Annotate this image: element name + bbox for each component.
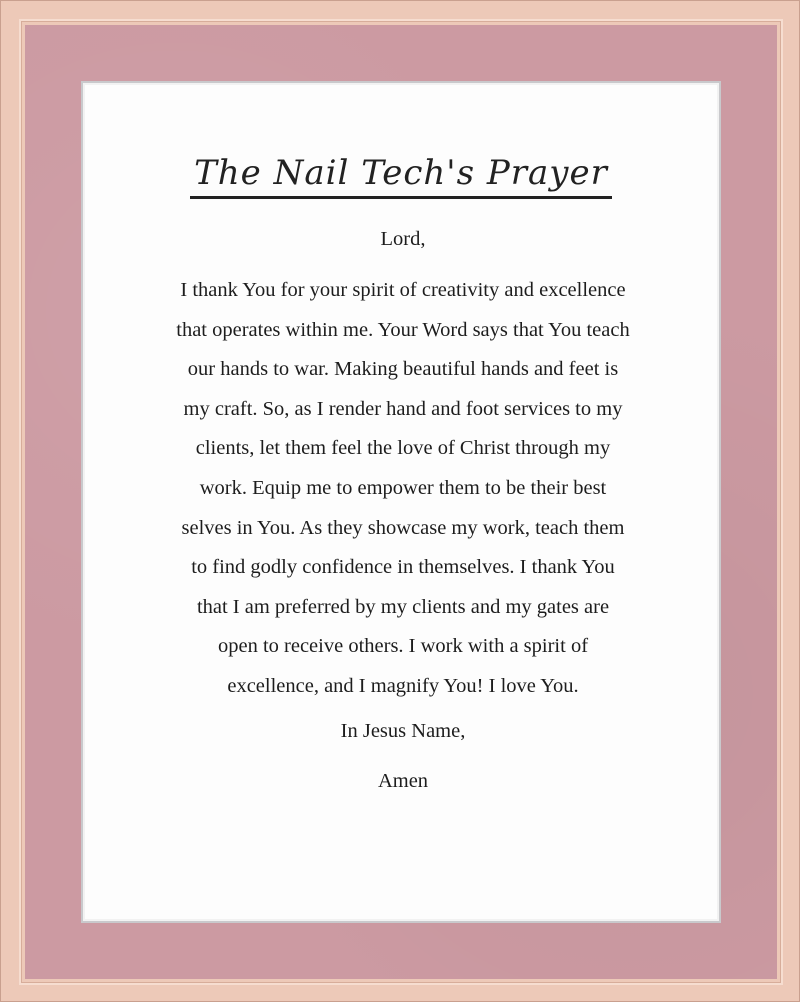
title-wrap xyxy=(83,155,719,199)
body-line: work. Equip me to empower them to be their best xyxy=(199,476,607,499)
body-line: that operates within me. Your Word says that You teach xyxy=(176,318,630,341)
salutation: Lord, xyxy=(380,228,426,250)
body-line: I thank You for your spirit of creativity and excellence xyxy=(180,279,626,301)
prayer-paragraph xyxy=(123,271,683,707)
prayer-paper xyxy=(81,81,721,923)
body-line: to find godly confidence in themselves. I thank You xyxy=(191,556,615,579)
body-line: open to receive others. I work with a spirit of xyxy=(217,635,589,658)
body-line: excellence, and I magnify You! I love You. xyxy=(227,674,579,697)
prayer-title: The Nail Tech's Prayer xyxy=(190,155,612,199)
body-line: that I am preferred by my clients and my gates are xyxy=(196,595,610,618)
body-line: our hands to war. Making beautiful hands and feet is xyxy=(187,358,619,381)
body-line: clients, let them feel the love of Christ through my xyxy=(195,437,611,460)
closing: In Jesus Name, xyxy=(340,719,466,742)
signoff: Amen xyxy=(377,769,429,792)
body-line: selves in You. As they showcase my work, teach them xyxy=(181,516,625,539)
prayer-body xyxy=(123,225,683,795)
body-line: my craft. So, as I render hand and foot services to my xyxy=(183,397,623,420)
